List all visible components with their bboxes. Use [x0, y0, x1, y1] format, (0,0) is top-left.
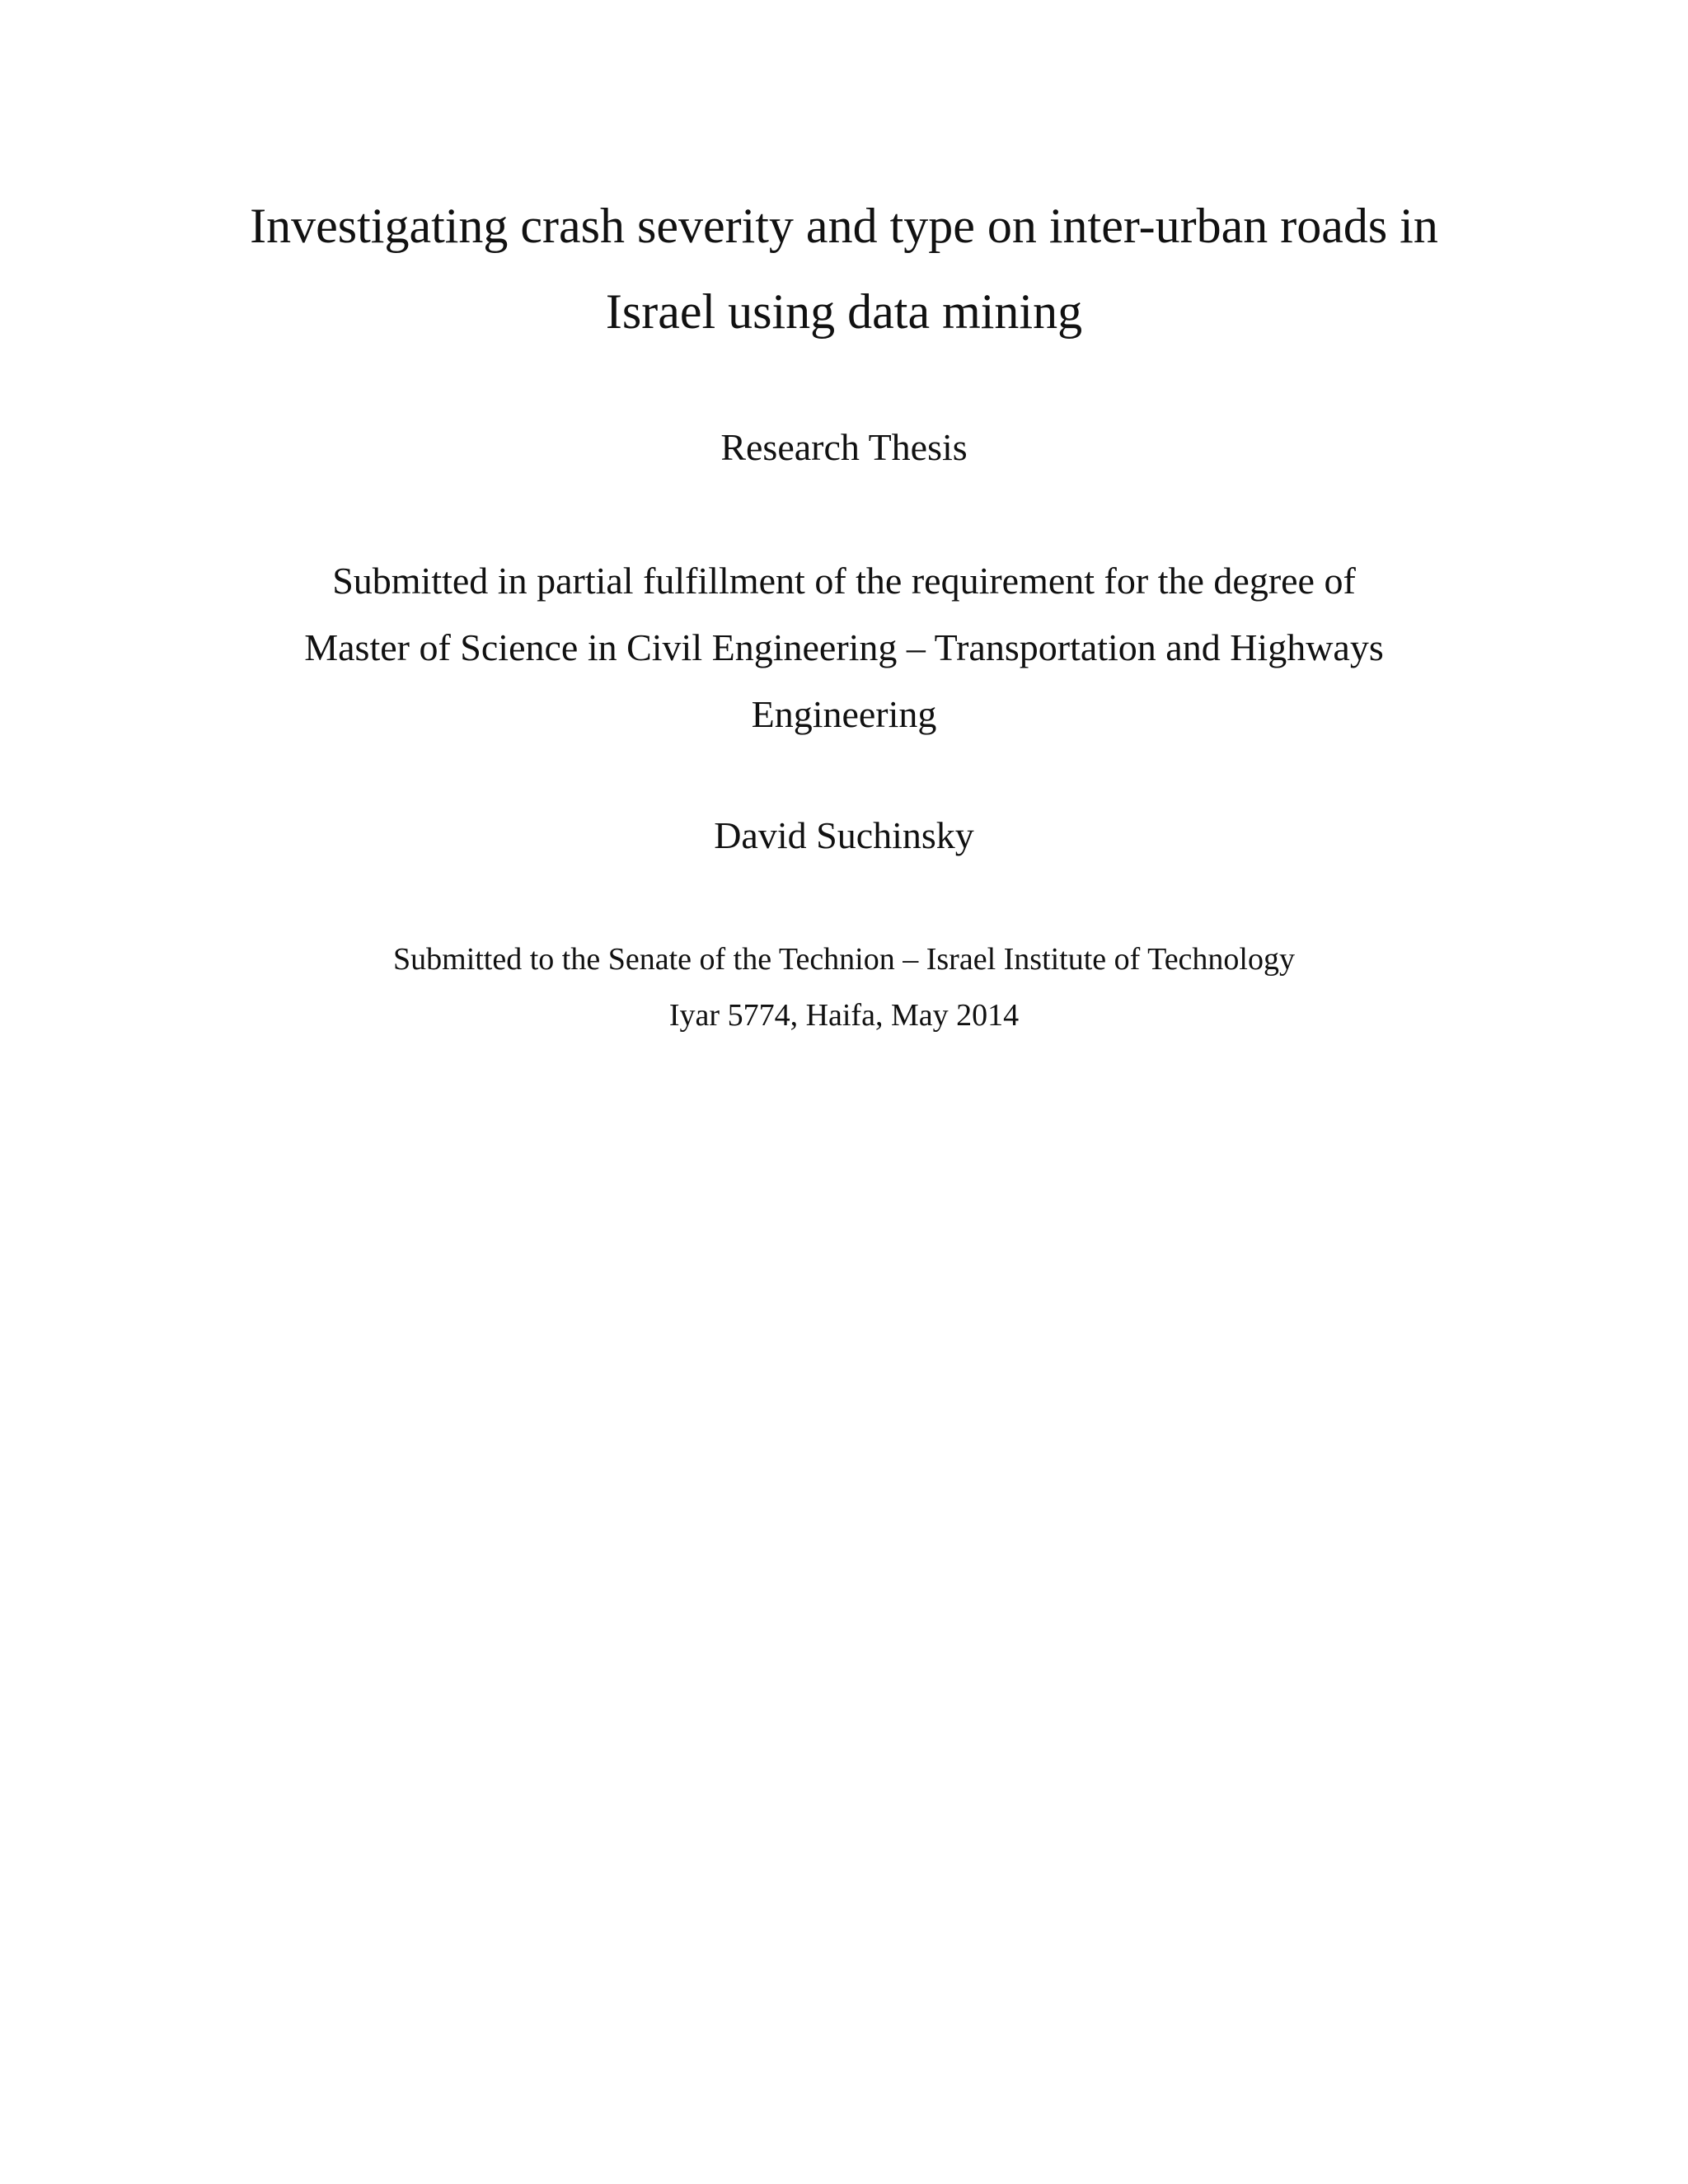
author-name: David Suchinsky: [714, 814, 974, 856]
thesis-title: [0, 183, 1688, 354]
degree-submission-statement: [0, 547, 1688, 748]
thesis-title-line: Investigating crash severity and type on inter-urban roads in: [250, 199, 1438, 253]
thesis-title-line: Israel using data mining: [605, 284, 1083, 339]
submission-line: Engineering: [751, 693, 937, 735]
senate-line: Submitted to the Senate of the Technion – Israel Institute of Technology: [393, 942, 1295, 977]
submission-line: Master of Science in Civil Engineering – Transportation and Highways: [304, 626, 1384, 668]
senate-submission: [0, 931, 1688, 1043]
thesis-type: Research Thesis: [720, 426, 968, 468]
submission-line: Submitted in partial fulfillment of the requirement for the degree of: [332, 560, 1356, 602]
date-line: Iyar 5774, Haifa, May 2014: [668, 998, 1020, 1033]
